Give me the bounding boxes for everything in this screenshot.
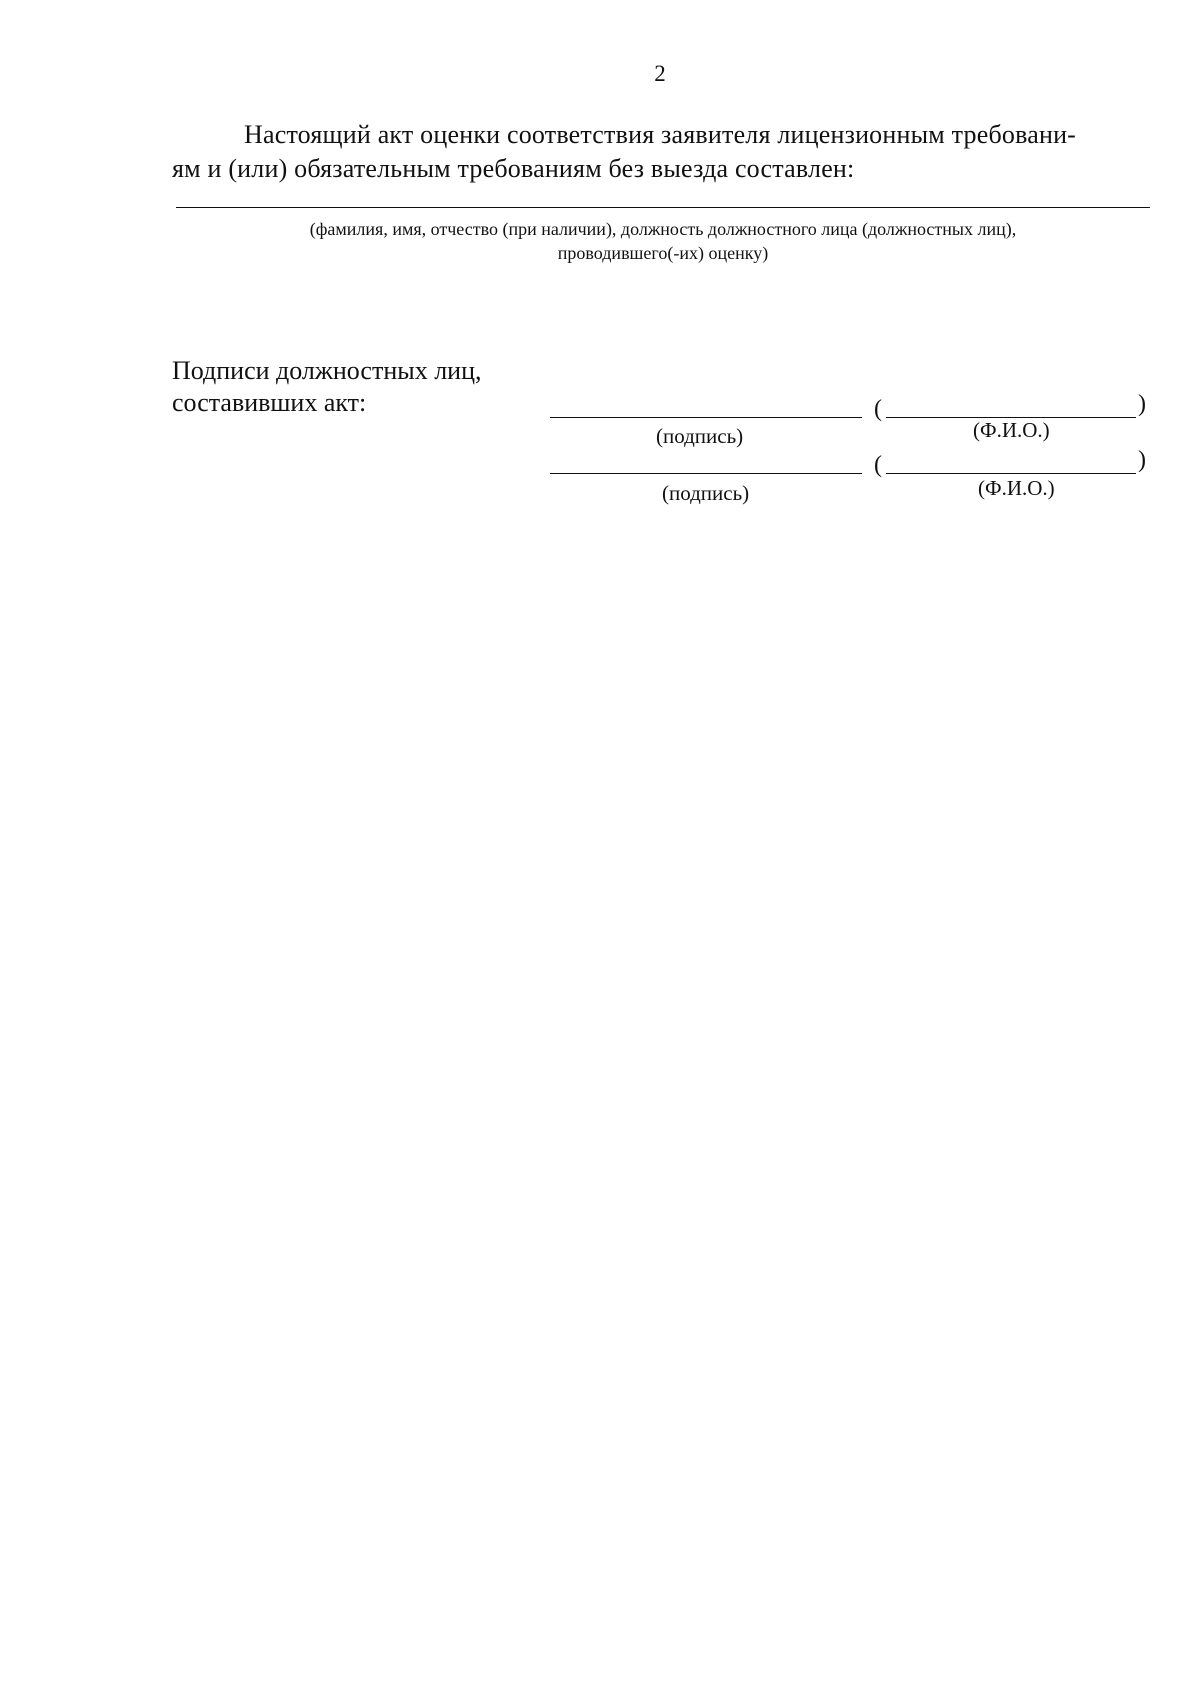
signature-caption-2: (подпись) — [662, 481, 750, 505]
name-line — [886, 473, 1136, 474]
intro-line-2: ям и (или) обязательным требованиям без выезда составлен: — [172, 154, 855, 183]
signatures-label-line-1: Подписи должностных лиц, — [172, 356, 482, 385]
signature-row-1 — [550, 391, 1150, 422]
signature-row-2 — [550, 447, 1150, 478]
name-caption-2: (Ф.И.О.) — [978, 476, 1055, 500]
compiler-caption-line-1: (фамилия, имя, отчество (при наличии), должность должностного лица (должностных лиц), — [309, 219, 1017, 239]
page-number: 2 — [654, 61, 666, 86]
signature-caption-1: (подпись) — [656, 424, 744, 448]
name-paren-close: ) — [1138, 447, 1146, 473]
signature-line — [550, 473, 862, 474]
name-caption-1: (Ф.И.О.) — [973, 418, 1050, 442]
name-paren-close: ) — [1138, 391, 1146, 417]
name-paren-open: ( — [874, 396, 882, 422]
signatures-label — [172, 355, 482, 419]
intro-paragraph — [172, 118, 1150, 186]
compiler-caption-line-2: проводившего(-их) оценку) — [557, 243, 769, 263]
name-paren-open: ( — [874, 452, 882, 478]
intro-line-1: Настоящий акт оценки соответствия заявителя лицензионным требовани- — [244, 120, 1077, 149]
compiler-fill-line — [176, 207, 1150, 208]
signatures-label-line-2: составивших акт: — [172, 388, 367, 417]
signature-line — [550, 417, 862, 418]
compiler-caption — [176, 217, 1150, 265]
